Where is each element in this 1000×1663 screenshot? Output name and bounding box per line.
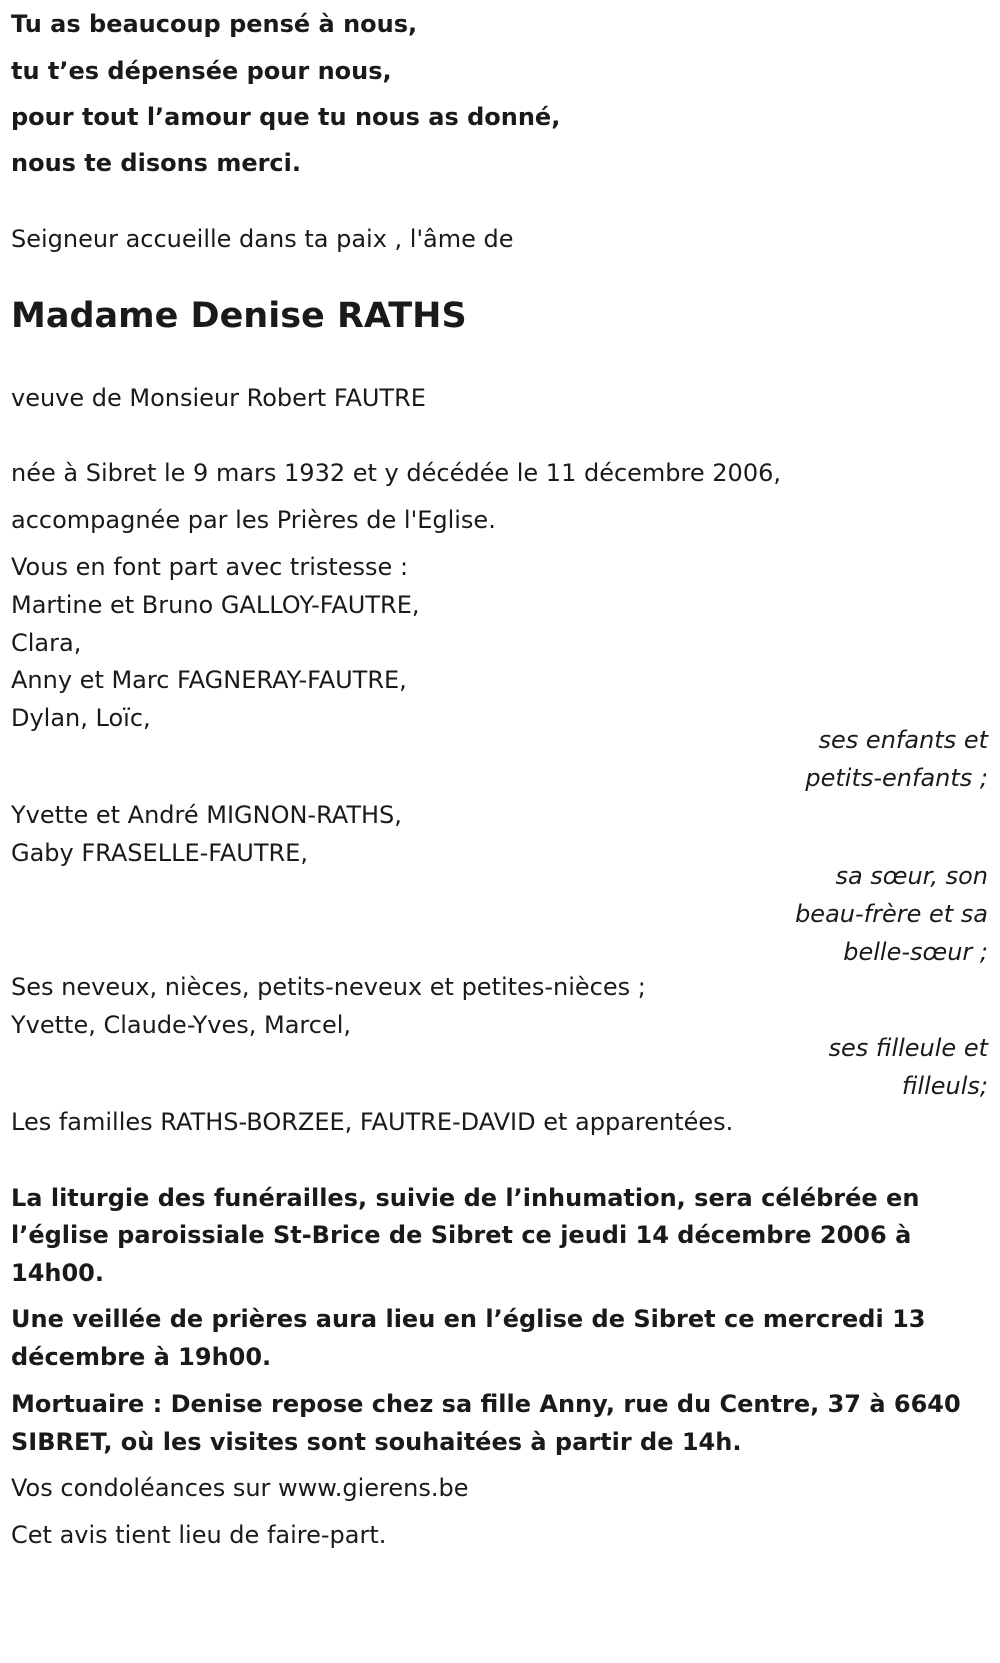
announce-text: Vous en font part avec tristesse :	[11, 553, 409, 581]
relation-line: beau-frère et sa	[795, 900, 988, 928]
family-member: Yvette, Claude-Yves, Marcel,	[11, 1011, 352, 1039]
mortuary-line: SIBRET, où les visites sont souhaitées à partir de 14h.	[11, 1428, 742, 1456]
notice-text: Cet avis tient lieu de faire-part.	[11, 1521, 387, 1549]
relation-line: ses enfants et	[818, 726, 988, 754]
funeral-line: 14h00.	[11, 1259, 104, 1287]
family-member: Gaby FRASELLE-FAUTRE,	[11, 839, 308, 867]
family-member: Dylan, Loïc,	[11, 704, 151, 732]
family-member: Yvette et André MIGNON-RATHS,	[11, 801, 402, 829]
condolences-text: Vos condoléances sur www.gierens.be	[11, 1474, 469, 1502]
intro-text: Seigneur accueille dans ta paix , l'âme de	[11, 225, 514, 253]
poem-line: Tu as beaucoup pensé à nous,	[11, 10, 418, 38]
relation-line: belle-sœur ;	[843, 938, 988, 966]
deceased-name: Madame Denise RATHS	[11, 296, 467, 336]
relation-line: filleuls;	[901, 1072, 988, 1100]
vigil-line: Une veillée de prières aura lieu en l’église de Sibret ce mercredi 13	[11, 1305, 926, 1333]
family-member: Clara,	[11, 629, 82, 657]
poem-line: nous te disons merci.	[11, 149, 302, 177]
funeral-line: l’église paroissiale St-Brice de Sibret ce jeudi 14 décembre 2006 à	[11, 1221, 912, 1249]
widow-of-text: veuve de Monsieur Robert FAUTRE	[11, 384, 426, 412]
relation-line: ses filleule et	[828, 1034, 988, 1062]
relation-line: sa sœur, son	[835, 862, 988, 890]
poem-line: tu t’es dépensée pour nous,	[11, 57, 392, 85]
accompanied-text: accompagnée par les Prières de l'Eglise.	[11, 506, 496, 534]
family-member: Martine et Bruno GALLOY-FAUTRE,	[11, 591, 420, 619]
family-member: Anny et Marc FAGNERAY-FAUTRE,	[11, 666, 407, 694]
family-member: Ses neveux, nièces, petits-neveux et petites-nièces ;	[11, 973, 646, 1001]
mortuary-line: Mortuaire : Denise repose chez sa fille Anny, rue du Centre, 37 à 6640	[11, 1390, 961, 1418]
families-text: Les familles RATHS-BORZEE, FAUTRE-DAVID et apparentées.	[11, 1108, 734, 1136]
relation-godchildren	[829, 1028, 988, 1106]
funeral-line: La liturgie des funérailles, suivie de l’inhumation, sera célébrée en	[11, 1184, 920, 1212]
poem-line: pour tout l’amour que tu nous as donné,	[11, 103, 561, 131]
birth-death-text: née à Sibret le 9 mars 1932 et y décédée le 11 décembre 2006,	[11, 459, 781, 487]
vigil-line: décembre à 19h00.	[11, 1343, 272, 1371]
relation-line: petits-enfants ;	[805, 764, 988, 792]
relation-children	[805, 720, 988, 798]
relation-siblings	[795, 856, 988, 972]
